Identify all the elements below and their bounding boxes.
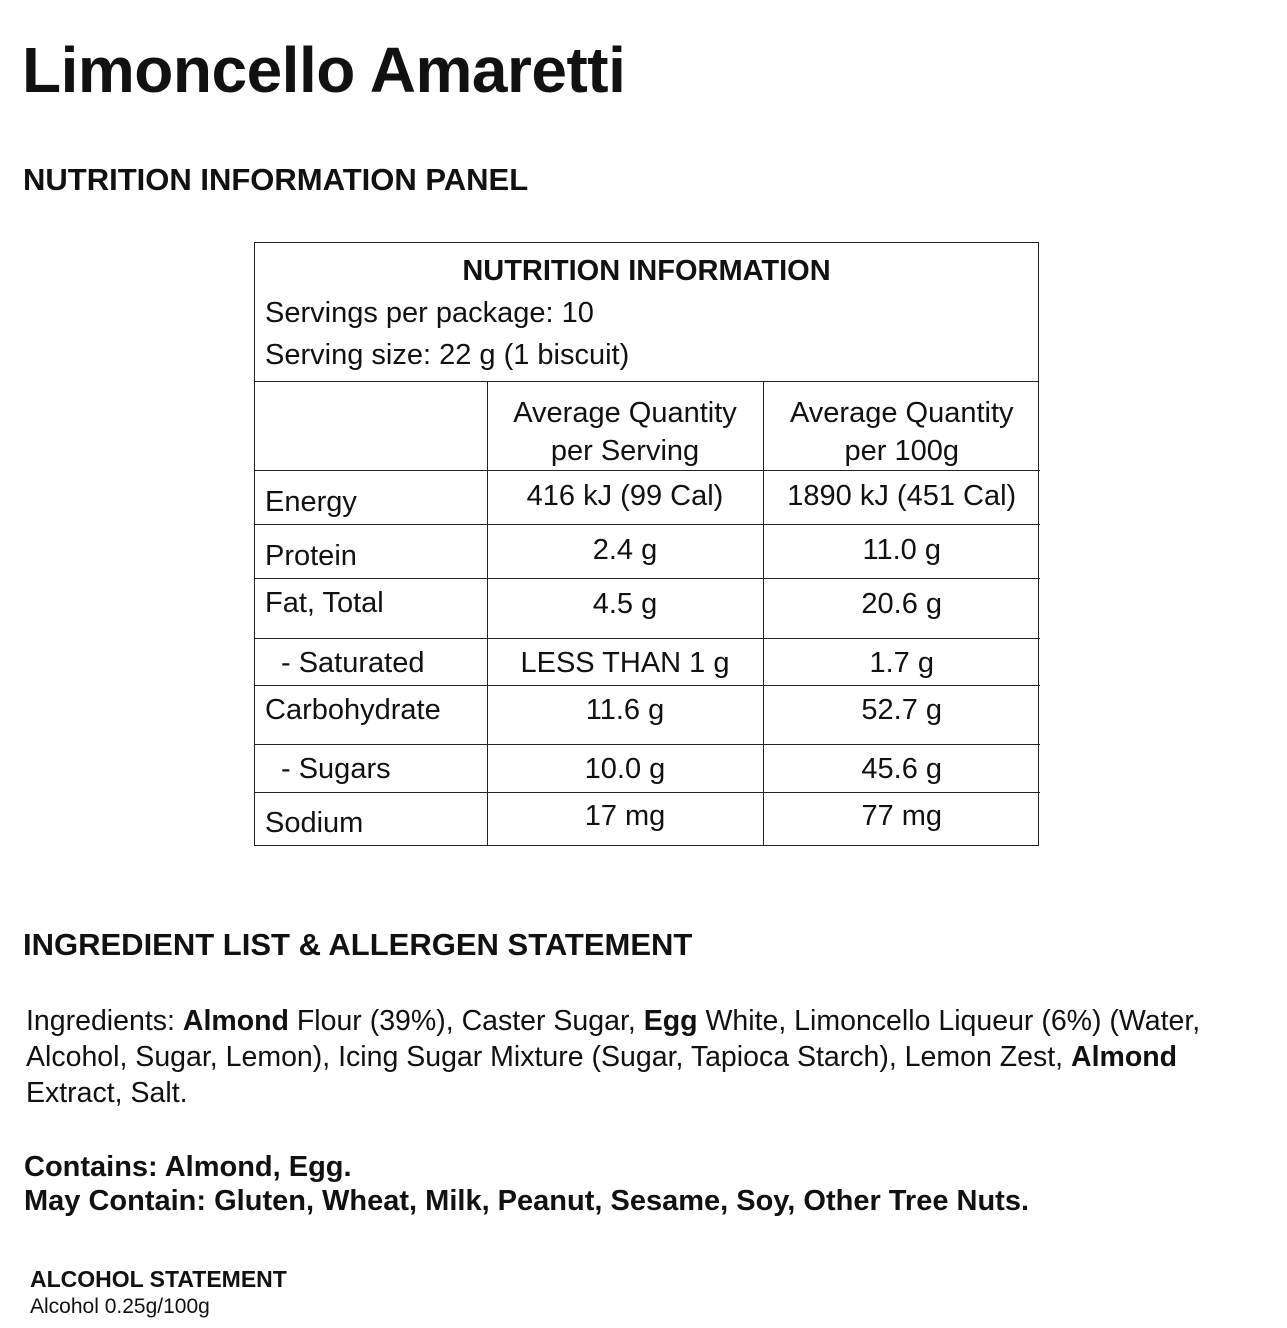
nutrition-panel-heading: NUTRITION INFORMATION PANEL — [23, 162, 529, 197]
nutrition-table-title: NUTRITION INFORMATION — [462, 255, 831, 287]
per-serving-value: 2.4 g — [487, 525, 763, 579]
per-serving-value: LESS THAN 1 g — [487, 639, 763, 686]
nutrition-table-header — [255, 243, 1038, 382]
table-row — [255, 686, 1040, 745]
table-row — [255, 525, 1040, 579]
serving-size: Serving size: 22 g (1 biscuit) — [265, 339, 630, 371]
per-100g-header-line2: per 100g — [844, 435, 959, 467]
ingredients-prefix: Ingredients: — [26, 1005, 183, 1037]
nutrient-name: Energy — [255, 471, 487, 525]
per-serving-value: 11.6 g — [487, 686, 763, 745]
servings-per-package: Servings per package: 10 — [265, 297, 594, 329]
allergen-almond: Almond — [1071, 1041, 1178, 1073]
per-100g-value: 1.7 g — [763, 639, 1040, 686]
column-header-row — [255, 382, 1040, 471]
per-100g-header-line1: Average Quantity — [789, 397, 1014, 429]
nutrient-name: Carbohydrate — [255, 686, 487, 745]
per-100g-value: 77 mg — [763, 793, 1040, 845]
per-serving-header-line2: per Serving — [550, 435, 700, 467]
ingredients-text: Flour (39%), Caster Sugar, — [288, 1005, 644, 1037]
allergen-almond: Almond — [182, 1005, 289, 1037]
per-100g-value: 1890 kJ (451 Cal) — [763, 471, 1040, 525]
per-serving-column-header — [487, 382, 763, 471]
table-row — [255, 579, 1040, 639]
alcohol-statement-heading: ALCOHOL STATEMENT — [30, 1266, 287, 1292]
per-100g-column-header — [763, 382, 1040, 471]
empty-header-cell — [255, 382, 487, 471]
per-100g-value: 45.6 g — [763, 745, 1040, 793]
alcohol-content: Alcohol 0.25g/100g — [30, 1295, 210, 1318]
nutrient-name: Protein — [255, 525, 487, 579]
nutrition-information-table — [254, 242, 1039, 846]
allergen-egg: Egg — [643, 1005, 698, 1037]
table-row — [255, 471, 1040, 525]
table-row — [255, 639, 1040, 686]
per-serving-header-line1: Average Quantity — [513, 397, 737, 429]
nutrient-grid — [255, 382, 1040, 845]
contains-statement: Contains: Almond, Egg. — [24, 1151, 352, 1183]
per-100g-value: 20.6 g — [763, 579, 1040, 639]
nutrient-name: - Sugars — [255, 745, 487, 793]
table-row — [255, 793, 1040, 845]
ingredient-list — [26, 1003, 1276, 1111]
per-100g-value: 52.7 g — [763, 686, 1040, 745]
ingredients-allergen-heading: INGREDIENT LIST & ALLERGEN STATEMENT — [23, 927, 693, 962]
per-serving-value: 4.5 g — [487, 579, 763, 639]
ingredients-text: White, Limoncello Liqueur (6%) (Water, Alcohol, Sugar, Lemon), Icing Sugar Mixture (Sugar, Tapioca Starch), Lemon Zest, — [26, 1005, 1201, 1073]
may-contain-statement: May Contain: Gluten, Wheat, Milk, Peanut, Sesame, Soy, Other Tree Nuts. — [24, 1185, 1030, 1217]
per-serving-value: 416 kJ (99 Cal) — [487, 471, 763, 525]
table-row — [255, 745, 1040, 793]
product-title: Limoncello Amaretti — [22, 34, 626, 106]
nutrient-name: Fat, Total — [255, 579, 487, 639]
per-serving-value: 10.0 g — [487, 745, 763, 793]
nutrient-name: - Saturated — [255, 639, 487, 686]
per-serving-value: 17 mg — [487, 793, 763, 845]
per-100g-value: 11.0 g — [763, 525, 1040, 579]
ingredients-text: Extract, Salt. — [26, 1077, 188, 1109]
nutrient-name: Sodium — [255, 793, 487, 845]
